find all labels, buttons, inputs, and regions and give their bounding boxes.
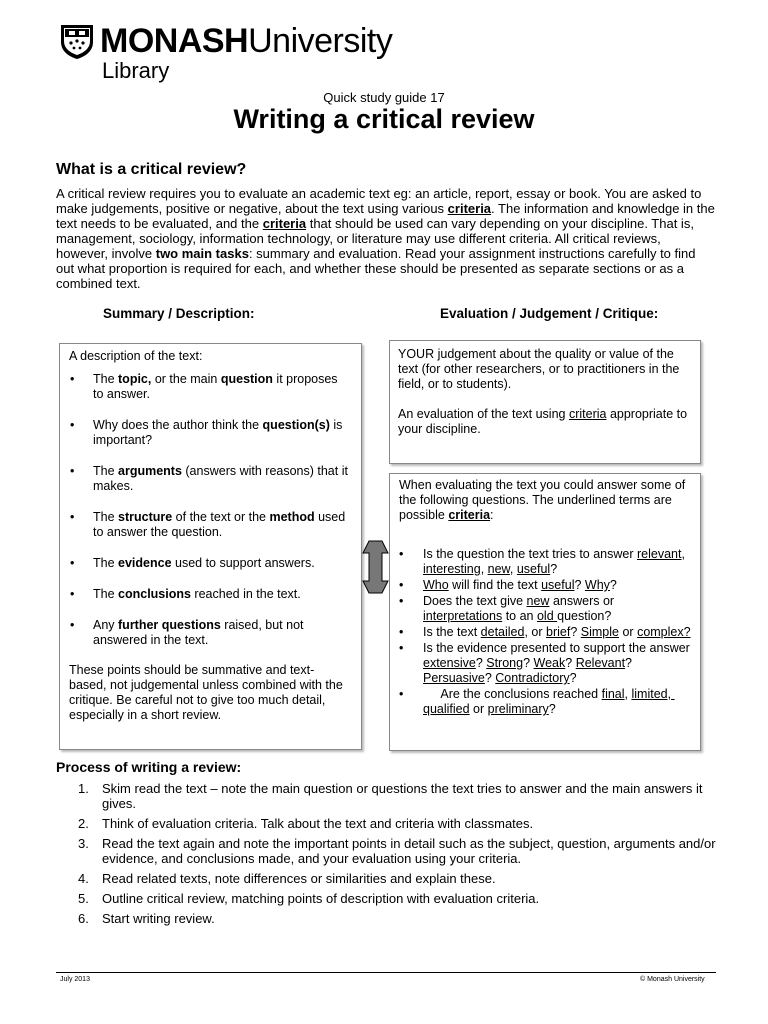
summary-outro: These points should be summative and text-based, not judgemental unless combined with the critique. Be careful not to give too much detail, especially in a short review. [69,663,343,722]
page-title: Writing a critical review [233,104,535,134]
footer-copyright: © Monash University [640,976,705,983]
intro-paragraph: A critical review requires you to evaluate an academic text eg: an article, report, essay or book. You are asked to make judgements, positive or negative, about the text using various criteria. The information and knowledge in the text needs to be evaluated, and the criteria that should be used can vary depending on your discipline. That is, management, sociology, information technology, or literature may use different criteria. All critical reviews, however, involve two main tasks: summary and evaluation. Read your assignment instructions carefully to find out what proportion is required for each, and whether these should be presented as separate sections or as a combined text. [56,186,715,291]
summary-box [59,343,362,750]
judgement-text: YOUR judgement about the quality or value of the text (for other researchers, or to practitioners in the field, or to students). [398,347,680,391]
footer-divider [56,972,716,973]
process-step: 2. Think of evaluation criteria. Talk about the text and criteria with classmates. [78,816,534,831]
process-steps [56,781,716,931]
brand-wordmark [100,22,392,61]
brand-rest: University [248,22,393,60]
library-label: Library [102,58,170,83]
list-item: • The evidence used to support answers. [69,556,351,571]
questions-box [389,473,701,751]
list-item: • Any further questions raised, but not answered in the text. [69,618,351,648]
evaluation-heading: Evaluation / Judgement / Critique: [440,306,659,321]
list-item: • The arguments (answers with reasons) that it makes. [69,464,351,494]
process-heading: Process of writing a review: [56,759,242,775]
process-step: 1. Skim read the text – note the main question or questions the text tries to answer and the main answers it gives. [78,781,703,811]
summary-list [69,372,351,648]
section-heading-what: What is a critical review? [56,161,247,178]
list-item: • Why does the author think the question(s) is important? [69,418,351,448]
list-item: • Is the text detailed, or brief? Simple or complex? [399,625,692,640]
process-step: 6. Start writing review. [78,911,215,926]
list-item: • The conclusions reached in the text. [69,587,351,602]
process-step: 4. Read related texts, note differences or similarities and explain these. [78,871,496,886]
guide-label: Quick study guide 17 [323,90,445,105]
process-step: 5. Outline critical review, matching points of description with evaluation criteria. [78,891,540,906]
list-item: • Who will find the text useful? Why? [399,578,692,593]
judgement-box [389,340,701,464]
brand-bold: MONASH [100,22,249,60]
list-item: • Is the question the text tries to answer relevant, interesting, new, useful? [399,547,692,577]
list-item: • Does the text give new answers or interpretations to an old question? [399,594,692,624]
monash-crest-icon [60,24,94,60]
evaluation-text: An evaluation of the text using criteria appropriate to your discipline. [398,407,688,436]
double-arrow-icon [362,539,389,595]
summary-heading: Summary / Description: [103,306,255,321]
process-step: 3. Read the text again and note the important points in detail such as the subject, question, arguments and/or evidence, and conclusions made, and your evaluation using your criteria. [78,836,716,866]
questions-list [399,547,692,717]
questions-intro: When evaluating the text you could answer some of the following questions. The underlined terms are possible criteria: [399,478,686,522]
list-item: • Is the evidence presented to support the answer extensive? Strong? Weak? Relevant? Persuasive? Contradictory? [399,641,692,686]
summary-intro: A description of the text: [69,349,203,363]
footer-date: July 2013 [60,976,90,983]
list-item: • The topic, or the main question it proposes to answer. [69,372,351,402]
list-item: • Are the conclusions reached final, limited, qualified or preliminary? [399,687,692,717]
list-item: • The structure of the text or the method used to answer the question. [69,510,351,540]
